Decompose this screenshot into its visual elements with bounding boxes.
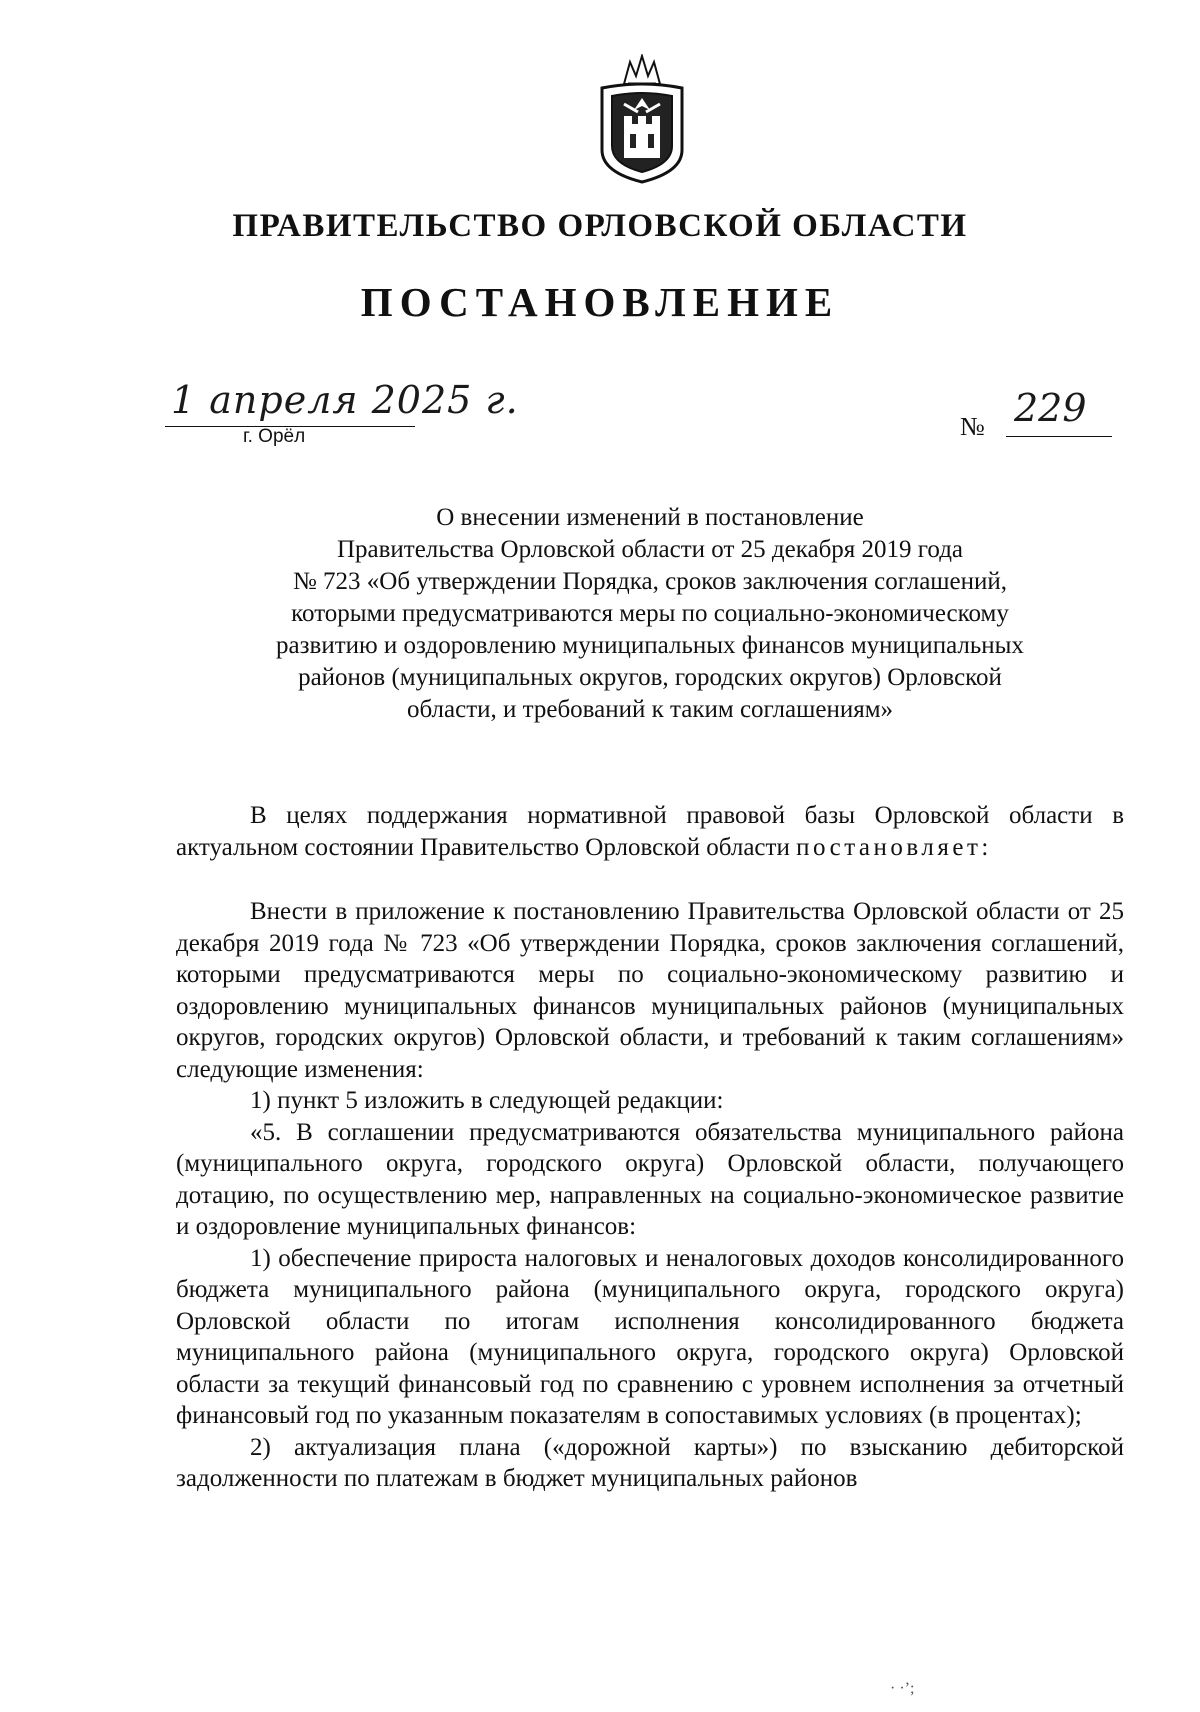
city-label: г. Орёл bbox=[243, 426, 306, 447]
number-underline bbox=[1006, 436, 1112, 437]
date-block bbox=[165, 378, 519, 458]
subject-line: развитию и оздоровлению муниципальных финансов муниципальных bbox=[276, 632, 1024, 659]
intro-paragraph: Внести в приложение к постановлению Правительства Орловской области от 25 декабря 2019 года № 723 «Об утверждении Порядка, сроков заключения соглашений, которыми предусматриваются меры по социально-экономическому развитию и оздоровлению муниципальных финансов муниципальных районов (муниципальных округов, городских округов) Орловской области, и требований к таким соглашениям» следующие изменения: bbox=[176, 898, 1124, 1083]
subject-line: районов (муниципальных округов, городских округов) Орловской bbox=[298, 664, 1002, 691]
subject-line: Правительства Орловской области от 25 декабря 2019 года bbox=[336, 536, 964, 563]
subitem-2-paragraph: 2) актуализация плана («дорожной карты») по взысканию дебиторской задолженности по платежам в бюджет муниципальных районов bbox=[176, 1433, 1124, 1492]
subject-line: области, и требований к таким соглашениям» bbox=[406, 696, 894, 723]
handwritten-number: 229 bbox=[1014, 386, 1087, 430]
number-sign: № bbox=[960, 412, 985, 441]
subject-line: которыми предусматриваются меры по социально-экономическому bbox=[291, 600, 1009, 627]
main-body bbox=[176, 896, 1124, 1495]
document-type-title: ПОСТАНОВЛЕНИЕ bbox=[360, 279, 840, 325]
subitem-1-paragraph: 1) обеспечение прироста налоговых и неналоговых доходов консолидированного бюджета муниципального района (муниципального округа, городского округа) Орловской области по итогам исполнения консолидированного бюджета муниципального района (муниципального округа, городского округа) Орловской области за текущий финансовый год по сравнению с уровнем исполнения за отчетный финансовый год по указанным показателям в сопоставимых условиях (в процентах); bbox=[176, 1244, 1124, 1429]
item-1-paragraph: 1) пункт 5 изложить в следующей редакции: bbox=[250, 1087, 724, 1114]
preamble-paragraph bbox=[176, 800, 1124, 863]
number-block bbox=[960, 386, 1112, 450]
handwritten-date: 1 апреля 2025 г. bbox=[171, 378, 519, 422]
subject-line: О внесении изменений в постановление bbox=[436, 504, 864, 531]
coat-of-arms-emblem bbox=[594, 54, 690, 186]
quoted-point-5: «5. В соглашении предусматриваются обязательства муниципального района (муниципального округа, городского округа) Орловской области, получающего дотацию, по осуществлению мер, направленных на социально-экономическое развитие и оздоровление муниципальных финансов: bbox=[176, 1118, 1124, 1240]
subject-line: № 723 «Об утверждении Порядка, сроков заключения соглашений, bbox=[292, 568, 1008, 595]
preamble-decree-word: постановляет: bbox=[796, 833, 992, 861]
scan-marks: · ·ʼ; bbox=[890, 1680, 915, 1697]
organization-title: ПРАВИТЕЛЬСТВО ОРЛОВСКОЙ ОБЛАСТИ bbox=[232, 208, 968, 244]
preamble-text: В целях поддержания нормативной правовой базы Орловской области в актуальном состоянии Правительство Орловской области bbox=[176, 802, 1124, 861]
document-subject bbox=[200, 502, 1100, 726]
